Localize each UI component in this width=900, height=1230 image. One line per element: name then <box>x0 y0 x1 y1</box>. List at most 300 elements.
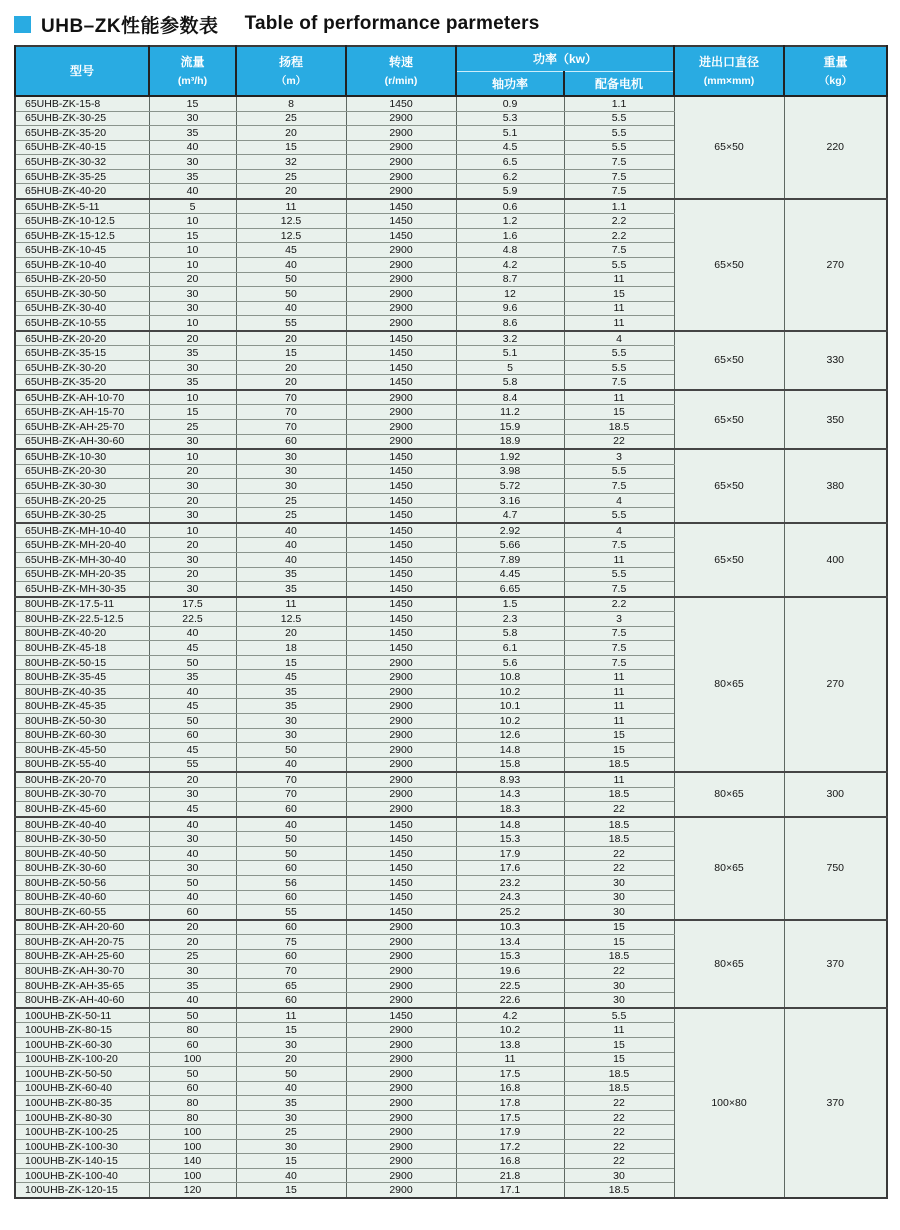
flow-cell: 40 <box>149 184 236 199</box>
motor-cell: 7.5 <box>564 243 674 258</box>
motor-cell: 18.5 <box>564 1183 674 1198</box>
model-cell: 80UHB-ZK-40-20 <box>15 626 149 641</box>
head-cell: 20 <box>236 626 346 641</box>
shaft-power-cell: 18.9 <box>456 434 564 449</box>
shaft-power-cell: 5.3 <box>456 111 564 126</box>
model-cell: 65UHB-ZK-10-30 <box>15 449 149 464</box>
speed-cell: 1450 <box>346 199 456 214</box>
motor-cell: 18.5 <box>564 1081 674 1096</box>
flow-cell: 10 <box>149 523 236 538</box>
model-cell: 80UHB-ZK-17.5-11 <box>15 597 149 612</box>
shaft-power-cell: 17.6 <box>456 861 564 876</box>
motor-cell: 11 <box>564 552 674 567</box>
flow-cell: 20 <box>149 920 236 935</box>
flow-cell: 30 <box>149 964 236 979</box>
col-header-flow-label: 流量 <box>180 54 205 69</box>
diameter-cell: 65×50 <box>674 199 784 331</box>
shaft-power-cell: 10.2 <box>456 684 564 699</box>
shaft-power-cell: 22.6 <box>456 993 564 1008</box>
motor-cell: 2.2 <box>564 597 674 612</box>
model-cell: 65UHB-ZK-MH-20-40 <box>15 538 149 553</box>
head-cell: 70 <box>236 420 346 435</box>
model-cell: 65HUB-ZK-40-20 <box>15 184 149 199</box>
motor-cell: 2.2 <box>564 228 674 243</box>
diameter-cell: 80×65 <box>674 772 784 817</box>
speed-cell: 2900 <box>346 1023 456 1038</box>
flow-cell: 55 <box>149 757 236 772</box>
flow-cell: 40 <box>149 817 236 832</box>
weight-cell: 350 <box>784 390 887 449</box>
model-cell: 100UHB-ZK-100-20 <box>15 1052 149 1067</box>
shaft-power-cell: 10.8 <box>456 670 564 685</box>
head-cell: 12.5 <box>236 214 346 229</box>
shaft-power-cell: 1.2 <box>456 214 564 229</box>
model-cell: 100UHB-ZK-80-15 <box>15 1023 149 1038</box>
shaft-power-cell: 10.2 <box>456 1023 564 1038</box>
motor-cell: 7.5 <box>564 582 674 597</box>
title-accent-square-icon <box>14 16 31 33</box>
diameter-cell: 65×50 <box>674 523 784 597</box>
shaft-power-cell: 14.8 <box>456 743 564 758</box>
model-cell: 80UHB-ZK-45-35 <box>15 699 149 714</box>
speed-cell: 1450 <box>346 523 456 538</box>
shaft-power-cell: 18.3 <box>456 802 564 817</box>
col-header-power: 功率（kw） <box>456 46 674 71</box>
shaft-power-cell: 6.2 <box>456 169 564 184</box>
model-cell: 65UHB-ZK-30-40 <box>15 301 149 316</box>
motor-cell: 11 <box>564 713 674 728</box>
motor-cell: 7.5 <box>564 155 674 170</box>
diameter-cell: 80×65 <box>674 597 784 773</box>
shaft-power-cell: 4.2 <box>456 258 564 273</box>
diameter-cell: 65×50 <box>674 331 784 390</box>
motor-cell: 5.5 <box>564 258 674 273</box>
shaft-power-cell: 7.89 <box>456 552 564 567</box>
flow-cell: 45 <box>149 743 236 758</box>
flow-cell: 25 <box>149 949 236 964</box>
speed-cell: 2900 <box>346 978 456 993</box>
head-cell: 20 <box>236 360 346 375</box>
col-header-weight-label: 重量 <box>823 54 848 69</box>
flow-cell: 15 <box>149 96 236 111</box>
page-title-english: Table of performance parmeters <box>244 13 540 34</box>
speed-cell: 2900 <box>346 301 456 316</box>
shaft-power-cell: 15.8 <box>456 757 564 772</box>
col-header-weight <box>784 46 887 96</box>
speed-cell: 2900 <box>346 1052 456 1067</box>
speed-cell: 1450 <box>346 641 456 656</box>
head-cell: 45 <box>236 243 346 258</box>
head-cell: 30 <box>236 1139 346 1154</box>
shaft-power-cell: 3.98 <box>456 464 564 479</box>
speed-cell: 2900 <box>346 787 456 802</box>
flow-cell: 5 <box>149 199 236 214</box>
shaft-power-cell: 9.6 <box>456 301 564 316</box>
head-cell: 40 <box>236 538 346 553</box>
speed-cell: 1450 <box>346 626 456 641</box>
speed-cell: 1450 <box>346 346 456 361</box>
table-row <box>15 96 887 111</box>
model-cell: 80UHB-ZK-AH-25-60 <box>15 949 149 964</box>
motor-cell: 11 <box>564 316 674 331</box>
model-cell: 80UHB-ZK-50-56 <box>15 875 149 890</box>
shaft-power-cell: 3.16 <box>456 493 564 508</box>
head-cell: 60 <box>236 949 346 964</box>
shaft-power-cell: 4.2 <box>456 1008 564 1023</box>
flow-cell: 60 <box>149 728 236 743</box>
motor-cell: 15 <box>564 287 674 302</box>
head-cell: 70 <box>236 405 346 420</box>
flow-cell: 40 <box>149 993 236 1008</box>
speed-cell: 2900 <box>346 1081 456 1096</box>
flow-cell: 20 <box>149 772 236 787</box>
model-cell: 80UHB-ZK-AH-20-75 <box>15 935 149 950</box>
head-cell: 65 <box>236 978 346 993</box>
shaft-power-cell: 0.9 <box>456 96 564 111</box>
motor-cell: 15 <box>564 728 674 743</box>
col-header-flow <box>149 46 236 96</box>
shaft-power-cell: 2.3 <box>456 612 564 627</box>
shaft-power-cell: 5.66 <box>456 538 564 553</box>
speed-cell: 2900 <box>346 126 456 141</box>
shaft-power-cell: 5.8 <box>456 626 564 641</box>
shaft-power-cell: 8.6 <box>456 316 564 331</box>
flow-cell: 80 <box>149 1096 236 1111</box>
speed-cell: 2900 <box>346 243 456 258</box>
model-cell: 80UHB-ZK-50-15 <box>15 655 149 670</box>
model-cell: 80UHB-ZK-40-35 <box>15 684 149 699</box>
head-cell: 60 <box>236 861 346 876</box>
motor-cell: 30 <box>564 978 674 993</box>
motor-cell: 4 <box>564 523 674 538</box>
speed-cell: 2900 <box>346 140 456 155</box>
shaft-power-cell: 13.8 <box>456 1038 564 1053</box>
diameter-cell: 100×80 <box>674 1008 784 1198</box>
speed-cell: 2900 <box>346 420 456 435</box>
flow-cell: 30 <box>149 360 236 375</box>
motor-cell: 7.5 <box>564 184 674 199</box>
shaft-power-cell: 17.5 <box>456 1110 564 1125</box>
speed-cell: 2900 <box>346 184 456 199</box>
speed-cell: 1450 <box>346 96 456 111</box>
motor-cell: 5.5 <box>564 567 674 582</box>
head-cell: 11 <box>236 1008 346 1023</box>
head-cell: 35 <box>236 1096 346 1111</box>
motor-cell: 5.5 <box>564 346 674 361</box>
speed-cell: 2900 <box>346 287 456 302</box>
flow-cell: 30 <box>149 832 236 847</box>
head-cell: 40 <box>236 523 346 538</box>
head-cell: 20 <box>236 184 346 199</box>
head-cell: 25 <box>236 1125 346 1140</box>
flow-cell: 50 <box>149 713 236 728</box>
model-cell: 65UHB-ZK-AH-10-70 <box>15 390 149 405</box>
shaft-power-cell: 14.8 <box>456 817 564 832</box>
flow-cell: 17.5 <box>149 597 236 612</box>
model-cell: 80UHB-ZK-40-50 <box>15 846 149 861</box>
page-title <box>14 12 900 36</box>
head-cell: 70 <box>236 964 346 979</box>
col-header-diameter-unit: (mm×mm) <box>703 75 755 87</box>
flow-cell: 100 <box>149 1052 236 1067</box>
motor-cell: 1.1 <box>564 96 674 111</box>
flow-cell: 45 <box>149 802 236 817</box>
speed-cell: 2900 <box>346 670 456 685</box>
col-header-weight-unit: （kg） <box>818 75 853 87</box>
speed-cell: 1450 <box>346 597 456 612</box>
shaft-power-cell: 5.1 <box>456 126 564 141</box>
speed-cell: 2900 <box>346 1067 456 1082</box>
col-header-flow-unit: (m³/h) <box>177 75 208 87</box>
flow-cell: 50 <box>149 655 236 670</box>
motor-cell: 2.2 <box>564 214 674 229</box>
motor-cell: 5.5 <box>564 508 674 523</box>
motor-cell: 22 <box>564 1096 674 1111</box>
speed-cell: 1450 <box>346 1008 456 1023</box>
motor-cell: 15 <box>564 743 674 758</box>
flow-cell: 80 <box>149 1110 236 1125</box>
diameter-cell: 65×50 <box>674 449 784 523</box>
head-cell: 40 <box>236 1168 346 1183</box>
shaft-power-cell: 8.93 <box>456 772 564 787</box>
motor-cell: 18.5 <box>564 817 674 832</box>
flow-cell: 40 <box>149 684 236 699</box>
flow-cell: 35 <box>149 126 236 141</box>
flow-cell: 20 <box>149 464 236 479</box>
speed-cell: 1450 <box>346 360 456 375</box>
speed-cell: 1450 <box>346 552 456 567</box>
flow-cell: 40 <box>149 890 236 905</box>
flow-cell: 60 <box>149 1081 236 1096</box>
col-header-head-unit: （m） <box>275 75 307 87</box>
motor-cell: 22 <box>564 434 674 449</box>
shaft-power-cell: 17.2 <box>456 1139 564 1154</box>
flow-cell: 50 <box>149 875 236 890</box>
head-cell: 20 <box>236 1052 346 1067</box>
motor-cell: 5.5 <box>564 360 674 375</box>
speed-cell: 1450 <box>346 508 456 523</box>
model-cell: 100UHB-ZK-60-40 <box>15 1081 149 1096</box>
head-cell: 11 <box>236 597 346 612</box>
shaft-power-cell: 1.92 <box>456 449 564 464</box>
speed-cell: 2900 <box>346 743 456 758</box>
col-header-speed-label: 转速 <box>388 54 413 69</box>
table-header <box>15 46 887 96</box>
model-cell: 100UHB-ZK-140-15 <box>15 1154 149 1169</box>
model-cell: 65UHB-ZK-35-20 <box>15 126 149 141</box>
speed-cell: 2900 <box>346 1125 456 1140</box>
flow-cell: 30 <box>149 508 236 523</box>
shaft-power-cell: 4.7 <box>456 508 564 523</box>
motor-cell: 7.5 <box>564 538 674 553</box>
shaft-power-cell: 8.4 <box>456 390 564 405</box>
speed-cell: 2900 <box>346 772 456 787</box>
head-cell: 35 <box>236 567 346 582</box>
flow-cell: 40 <box>149 626 236 641</box>
motor-cell: 11 <box>564 699 674 714</box>
speed-cell: 2900 <box>346 111 456 126</box>
motor-cell: 18.5 <box>564 1067 674 1082</box>
model-cell: 65UHB-ZK-35-20 <box>15 375 149 390</box>
flow-cell: 80 <box>149 1023 236 1038</box>
motor-cell: 15 <box>564 920 674 935</box>
speed-cell: 1450 <box>346 817 456 832</box>
head-cell: 35 <box>236 582 346 597</box>
motor-cell: 11 <box>564 272 674 287</box>
flow-cell: 30 <box>149 582 236 597</box>
motor-cell: 22 <box>564 1125 674 1140</box>
table-row <box>15 199 887 214</box>
motor-cell: 11 <box>564 301 674 316</box>
head-cell: 15 <box>236 1154 346 1169</box>
shaft-power-cell: 17.5 <box>456 1067 564 1082</box>
head-cell: 70 <box>236 787 346 802</box>
motor-cell: 11 <box>564 772 674 787</box>
col-header-speed <box>346 46 456 96</box>
motor-cell: 22 <box>564 1110 674 1125</box>
motor-cell: 15 <box>564 1038 674 1053</box>
speed-cell: 2900 <box>346 802 456 817</box>
motor-cell: 30 <box>564 905 674 920</box>
model-cell: 100UHB-ZK-100-40 <box>15 1168 149 1183</box>
flow-cell: 30 <box>149 301 236 316</box>
model-cell: 65UHB-ZK-35-25 <box>15 169 149 184</box>
speed-cell: 1450 <box>346 582 456 597</box>
model-cell: 65UHB-ZK-30-32 <box>15 155 149 170</box>
motor-cell: 7.5 <box>564 655 674 670</box>
flow-cell: 40 <box>149 140 236 155</box>
motor-cell: 22 <box>564 1139 674 1154</box>
head-cell: 30 <box>236 464 346 479</box>
model-cell: 100UHB-ZK-50-11 <box>15 1008 149 1023</box>
flow-cell: 10 <box>149 243 236 258</box>
col-header-model <box>15 46 149 96</box>
weight-cell: 380 <box>784 449 887 523</box>
flow-cell: 100 <box>149 1139 236 1154</box>
motor-cell: 7.5 <box>564 479 674 494</box>
flow-cell: 20 <box>149 331 236 346</box>
model-cell: 80UHB-ZK-30-50 <box>15 832 149 847</box>
model-cell: 65UHB-ZK-5-11 <box>15 199 149 214</box>
flow-cell: 100 <box>149 1168 236 1183</box>
motor-cell: 11 <box>564 670 674 685</box>
flow-cell: 30 <box>149 434 236 449</box>
model-cell: 65UHB-ZK-20-50 <box>15 272 149 287</box>
flow-cell: 45 <box>149 699 236 714</box>
model-cell: 65UHB-ZK-30-25 <box>15 111 149 126</box>
shaft-power-cell: 11.2 <box>456 405 564 420</box>
shaft-power-cell: 6.1 <box>456 641 564 656</box>
model-cell: 65UHB-ZK-30-50 <box>15 287 149 302</box>
shaft-power-cell: 15.3 <box>456 949 564 964</box>
motor-cell: 7.5 <box>564 169 674 184</box>
head-cell: 20 <box>236 126 346 141</box>
performance-table <box>14 45 888 1199</box>
motor-cell: 18.5 <box>564 949 674 964</box>
speed-cell: 1450 <box>346 538 456 553</box>
model-cell: 65UHB-ZK-10-45 <box>15 243 149 258</box>
model-cell: 65UHB-ZK-15-8 <box>15 96 149 111</box>
speed-cell: 1450 <box>346 449 456 464</box>
model-cell: 65UHB-ZK-20-20 <box>15 331 149 346</box>
shaft-power-cell: 25.2 <box>456 905 564 920</box>
col-header-diameter-label: 进出口直径 <box>699 54 760 69</box>
head-cell: 20 <box>236 331 346 346</box>
motor-cell: 11 <box>564 1023 674 1038</box>
speed-cell: 2900 <box>346 1110 456 1125</box>
shaft-power-cell: 4.45 <box>456 567 564 582</box>
flow-cell: 20 <box>149 493 236 508</box>
flow-cell: 10 <box>149 258 236 273</box>
motor-cell: 4 <box>564 331 674 346</box>
motor-cell: 11 <box>564 390 674 405</box>
speed-cell: 2900 <box>346 757 456 772</box>
head-cell: 60 <box>236 802 346 817</box>
shaft-power-cell: 16.8 <box>456 1081 564 1096</box>
table-row <box>15 817 887 832</box>
motor-cell: 30 <box>564 993 674 1008</box>
speed-cell: 2900 <box>346 655 456 670</box>
speed-cell: 2900 <box>346 993 456 1008</box>
speed-cell: 1450 <box>346 846 456 861</box>
model-cell: 65UHB-ZK-35-15 <box>15 346 149 361</box>
head-cell: 40 <box>236 817 346 832</box>
shaft-power-cell: 5.72 <box>456 479 564 494</box>
col-header-speed-unit: (r/min) <box>384 75 418 87</box>
model-cell: 80UHB-ZK-30-60 <box>15 861 149 876</box>
shaft-power-cell: 10.3 <box>456 920 564 935</box>
model-cell: 65UHB-ZK-10-12.5 <box>15 214 149 229</box>
flow-cell: 30 <box>149 861 236 876</box>
head-cell: 70 <box>236 390 346 405</box>
head-cell: 12.5 <box>236 228 346 243</box>
speed-cell: 1450 <box>346 567 456 582</box>
model-cell: 65UHB-ZK-10-55 <box>15 316 149 331</box>
speed-cell: 2900 <box>346 949 456 964</box>
flow-cell: 10 <box>149 214 236 229</box>
speed-cell: 2900 <box>346 1168 456 1183</box>
motor-cell: 5.5 <box>564 111 674 126</box>
model-cell: 65UHB-ZK-15-12.5 <box>15 228 149 243</box>
model-cell: 100UHB-ZK-60-30 <box>15 1038 149 1053</box>
shaft-power-cell: 0.6 <box>456 199 564 214</box>
model-cell: 65UHB-ZK-30-30 <box>15 479 149 494</box>
table-body <box>15 96 887 1198</box>
speed-cell: 1450 <box>346 228 456 243</box>
head-cell: 55 <box>236 905 346 920</box>
head-cell: 35 <box>236 684 346 699</box>
shaft-power-cell: 21.8 <box>456 1168 564 1183</box>
model-cell: 80UHB-ZK-AH-35-65 <box>15 978 149 993</box>
flow-cell: 60 <box>149 905 236 920</box>
speed-cell: 1450 <box>346 479 456 494</box>
flow-cell: 20 <box>149 935 236 950</box>
motor-cell: 15 <box>564 1052 674 1067</box>
weight-cell: 270 <box>784 199 887 331</box>
model-cell: 65UHB-ZK-MH-30-35 <box>15 582 149 597</box>
motor-cell: 7.5 <box>564 626 674 641</box>
speed-cell: 2900 <box>346 316 456 331</box>
shaft-power-cell: 5.6 <box>456 655 564 670</box>
model-cell: 80UHB-ZK-20-70 <box>15 772 149 787</box>
flow-cell: 30 <box>149 111 236 126</box>
motor-cell: 22 <box>564 964 674 979</box>
flow-cell: 20 <box>149 272 236 287</box>
model-cell: 65UHB-ZK-30-25 <box>15 508 149 523</box>
model-cell: 100UHB-ZK-100-30 <box>15 1139 149 1154</box>
head-cell: 55 <box>236 316 346 331</box>
model-cell: 65UHB-ZK-10-40 <box>15 258 149 273</box>
